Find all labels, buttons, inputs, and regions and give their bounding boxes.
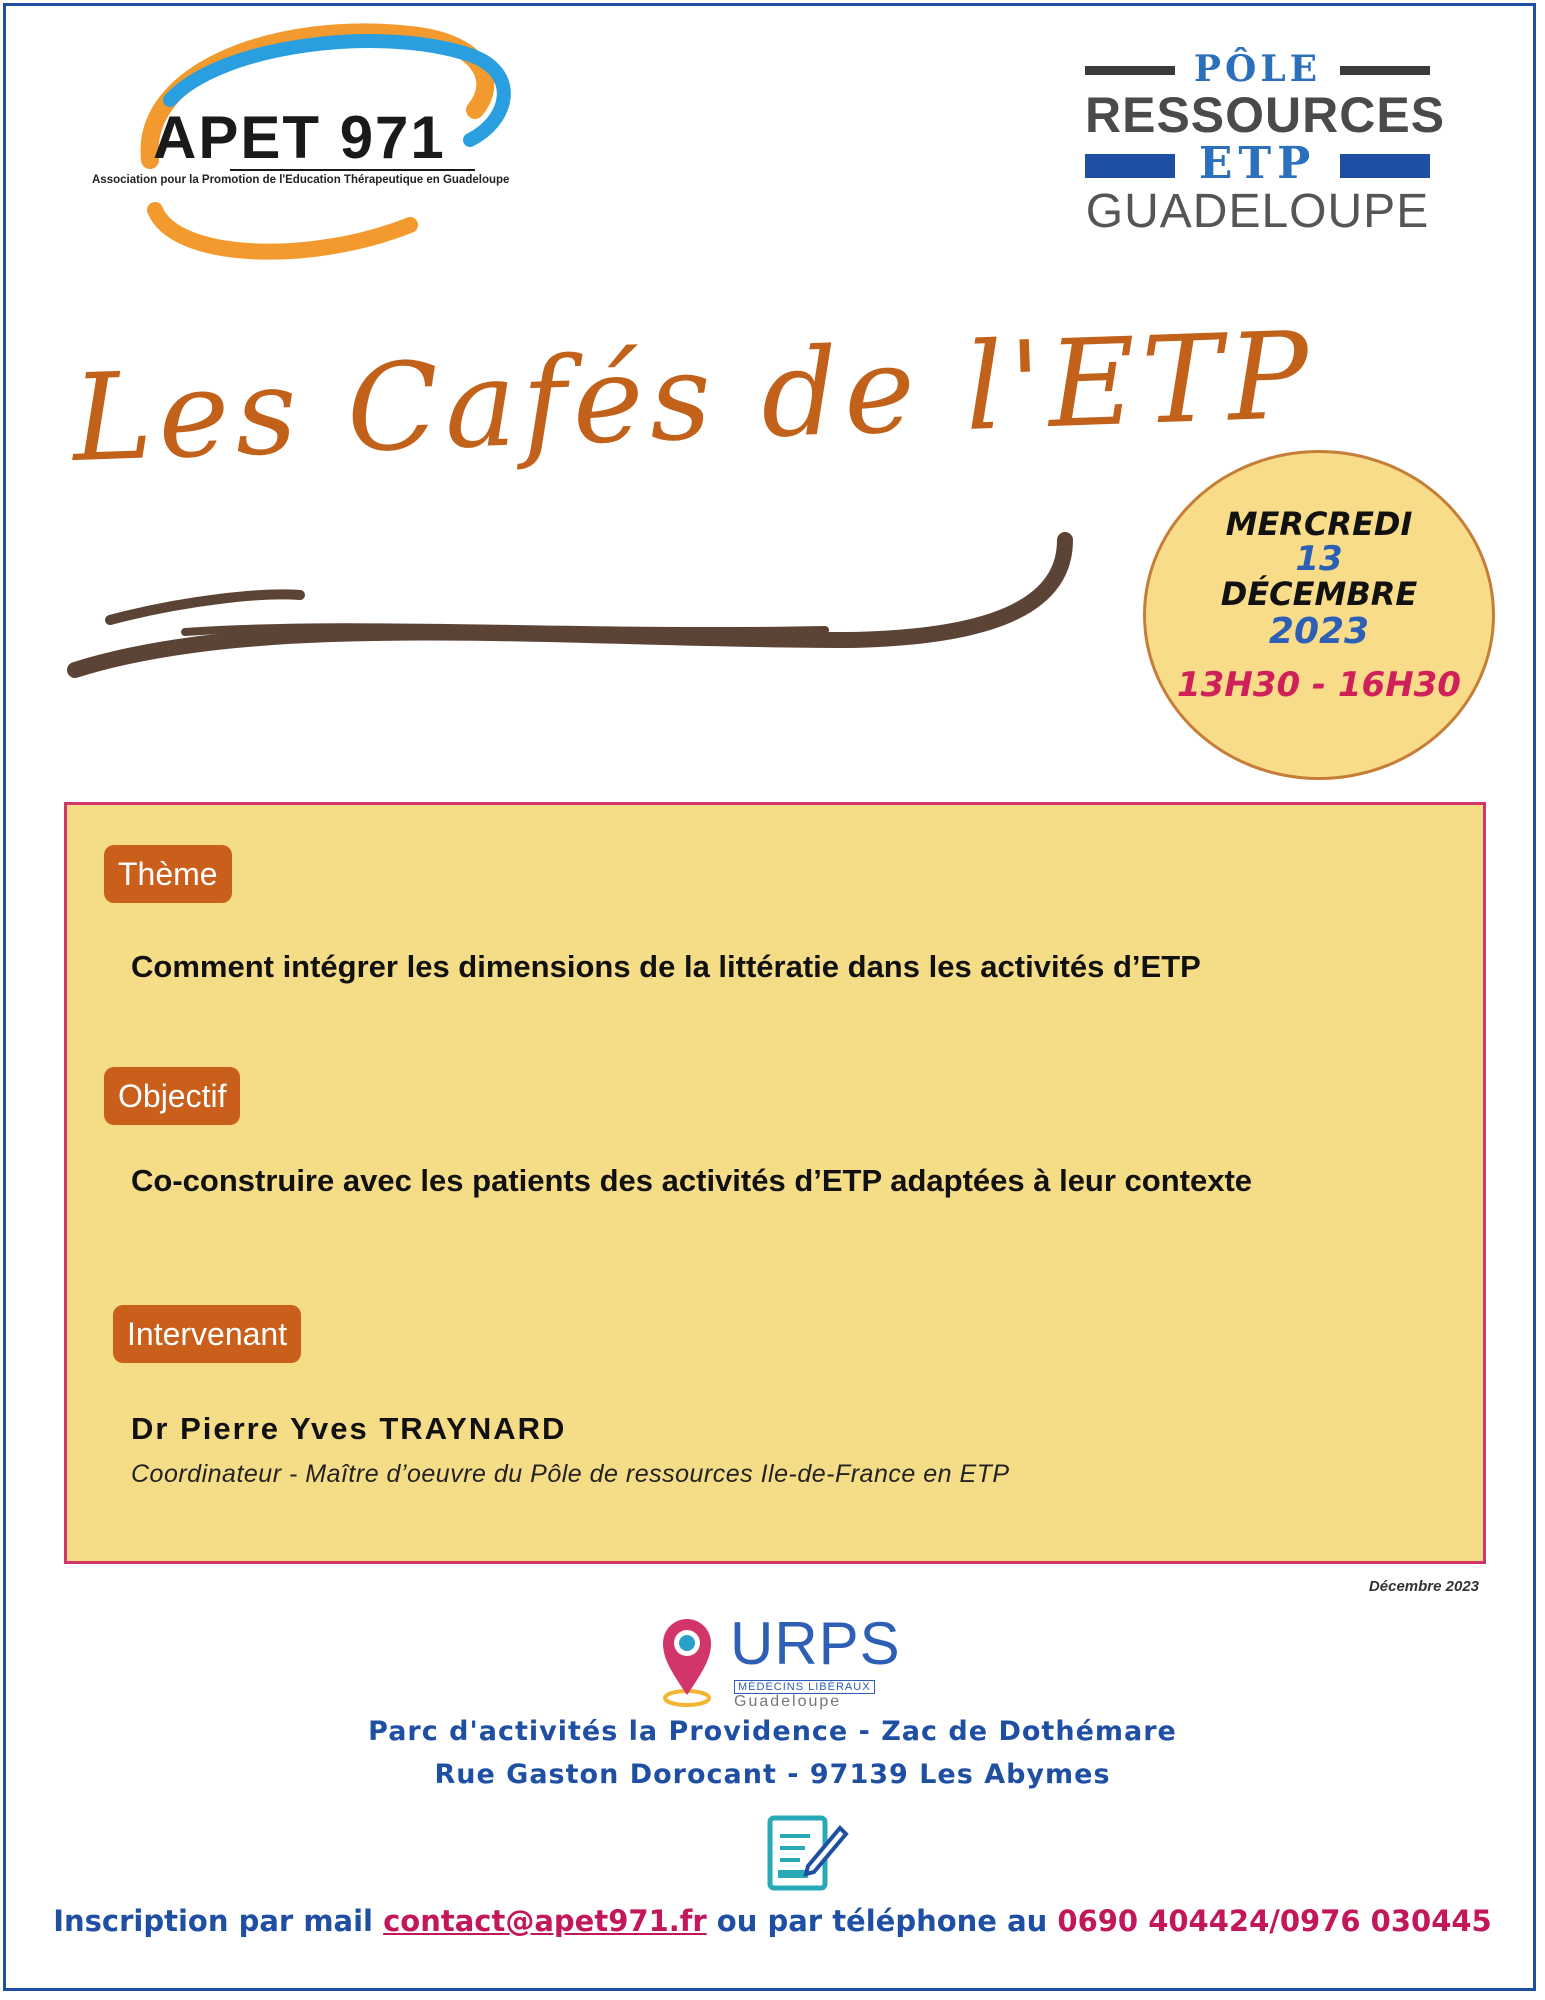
registration-line (0, 1904, 1545, 1938)
coffee-swoosh-icon (65, 520, 1115, 690)
event-weekday: MERCREDI (1225, 505, 1413, 543)
registration-middle: ou par téléphone au (716, 1904, 1048, 1938)
location-pin-icon (655, 1610, 725, 1710)
urps-logo-text: URPS (730, 1610, 901, 1677)
event-year: 2023 (1268, 611, 1370, 652)
event-title: Les Cafés de l'ETP (70, 306, 1317, 489)
event-date-badge (1143, 450, 1495, 780)
apet-logo-subtitle: Association pour la Promotion de l'Education Thérapeutique en Guadeloupe (92, 174, 510, 186)
pole-logo-line3: ETP (1198, 138, 1317, 189)
speaker-role: Coordinateur - Maître d’oeuvre du Pôle de ressources Ile-de-France en ETP (131, 1460, 1010, 1488)
objective-label: Objectif (104, 1067, 240, 1125)
registration-email-link[interactable]: contact@apet971.fr (383, 1904, 707, 1938)
objective-text: Co-construire avec les patients des activités d’ETP adaptées à leur contexte (131, 1163, 1253, 1198)
speaker-name: Dr Pierre Yves TRAYNARD (131, 1411, 567, 1446)
theme-text: Comment intégrer les dimensions de la littératie dans les activités d’ETP (131, 949, 1201, 984)
pole-logo-line1: PÔLE (1193, 48, 1322, 90)
document-date-note: Décembre 2023 (1368, 1578, 1479, 1595)
registration-prefix: Inscription par mail (53, 1904, 373, 1938)
pole-logo-line2: RESSOURCES (1085, 87, 1446, 143)
event-month: DÉCEMBRE (1220, 575, 1418, 613)
urps-logo (650, 1605, 901, 1710)
event-details-box (64, 802, 1486, 1564)
pole-ressources-logo (1085, 48, 1446, 238)
address-line-2: Rue Gaston Dorocant - 97139 Les Abymes (434, 1759, 1111, 1790)
pole-logo-line4: GUADELOUPE (1085, 185, 1430, 238)
theme-label: Thème (104, 845, 232, 903)
address-line-1: Parc d'activités la Providence - Zac de Dothémare (368, 1716, 1177, 1747)
urps-logo-region: Guadeloupe (734, 1693, 842, 1710)
event-time: 13H30 - 16H30 (1177, 665, 1461, 705)
apet-logo-title: APET 971 (153, 104, 446, 171)
registration-phones: 0690 404424/0976 030445 (1057, 1904, 1492, 1938)
urps-logo-subtitle: MÉDECINS LIBÉRAUX (734, 1680, 875, 1694)
speaker-label: Intervenant (113, 1305, 301, 1363)
registration-form-icon (760, 1808, 850, 1898)
event-day: 13 (1295, 539, 1343, 579)
